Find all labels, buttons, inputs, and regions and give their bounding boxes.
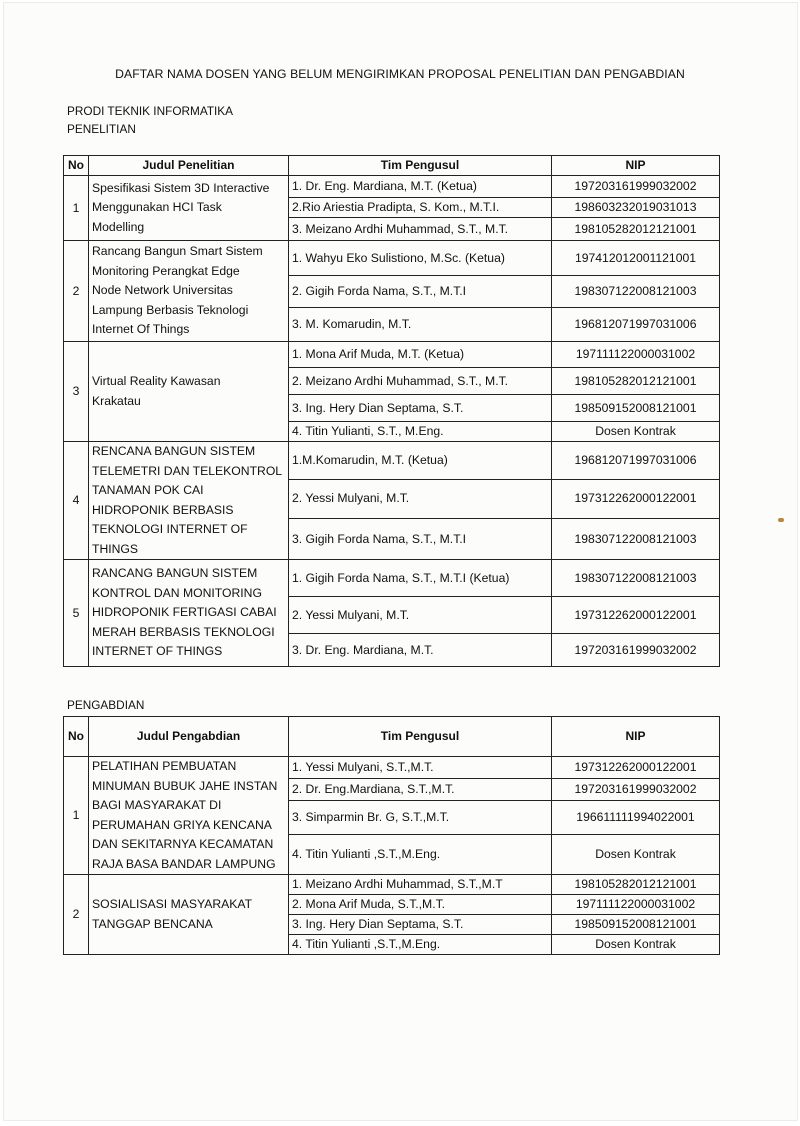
member-name: 2.Rio Ariestia Pradipta, S. Kom., M.T.I. <box>289 198 552 218</box>
member-nip: Dosen Kontrak <box>552 935 720 955</box>
header-tim: Tim Pengusul <box>289 156 552 176</box>
member-nip: 198509152008121001 <box>552 395 720 422</box>
member-name: 2. Gigih Forda Nama, S.T., M.T.I <box>289 276 552 308</box>
judul-line: Menggunakan HCI Task <box>92 200 222 215</box>
judul-line: RENCANA BANGUN SISTEM <box>92 444 256 458</box>
row-number: 1 <box>64 176 89 241</box>
penelitian-table <box>63 155 720 667</box>
judul-cell <box>89 875 289 955</box>
member-nip: 197203161999032002 <box>552 779 720 801</box>
pengabdian-section-label: PENGABDIAN <box>67 698 145 712</box>
judul-line: Node Network Universitas <box>92 283 233 298</box>
member-nip: 198105282012121001 <box>552 368 720 395</box>
member-name: 2. Yessi Mulyani, M.T. <box>289 479 552 519</box>
member-nip: 197111122000031002 <box>552 342 720 368</box>
judul-line: INTERNET OF THINGS <box>92 644 223 659</box>
member-name: 1. Meizano Ardhi Muhammad, S.T.,M.T <box>289 875 552 895</box>
row-number: 4 <box>64 442 89 560</box>
member-nip: 196812071997031006 <box>552 308 720 342</box>
prodi-label: PRODI TEKNIK INFORMATIKA <box>67 104 234 118</box>
judul-line: BAGI MASYARAKAT DI <box>92 798 222 812</box>
judul-cell <box>89 442 289 560</box>
judul-line: Rancang Bangun Smart Sistem <box>92 244 263 259</box>
member-nip: 197203161999032002 <box>552 176 720 198</box>
judul-line: TELEMETRI DAN TELEKONTROL <box>92 463 283 478</box>
judul-line: RANCANG BANGUN SISTEM <box>92 566 258 581</box>
judul-line: MERAH BERBASIS TEKNOLOGI <box>92 624 275 639</box>
member-nip: 197203161999032002 <box>552 634 720 667</box>
judul-line: Krakatau <box>92 393 141 408</box>
paper-speck <box>778 518 784 522</box>
header-nip: NIP <box>552 717 720 757</box>
member-name: 1. Yessi Mulyani, S.T.,M.T. <box>289 757 552 779</box>
row-number: 5 <box>64 560 89 667</box>
member-nip: Dosen Kontrak <box>552 422 720 442</box>
judul-line: TANGGAP BENCANA <box>92 916 213 931</box>
member-nip: 198105282012121001 <box>552 218 720 241</box>
table-row <box>64 176 720 198</box>
member-name: 3. Ing. Hery Dian Septama, S.T. <box>289 915 552 935</box>
member-name: 1.M.Komarudin, M.T. (Ketua) <box>289 442 552 480</box>
judul-line: HIDROPONIK FERTIGASI CABAI <box>92 605 277 620</box>
member-name: 3. Simparmin Br. G, S.T.,M.T. <box>289 801 552 835</box>
row-number: 2 <box>64 241 89 342</box>
member-name: 4. Titin Yulianti ,S.T.,M.Eng. <box>289 835 552 875</box>
member-name: 3. Gigih Forda Nama, S.T., M.T.I <box>289 519 552 560</box>
row-number: 2 <box>64 875 89 955</box>
member-nip: 198307122008121003 <box>552 519 720 560</box>
judul-line: Spesifikasi Sistem 3D Interactive <box>92 180 270 195</box>
member-name: 1. Wahyu Eko Sulistiono, M.Sc. (Ketua) <box>289 241 552 276</box>
judul-cell <box>89 757 289 875</box>
document-title: DAFTAR NAMA DOSEN YANG BELUM MENGIRIMKAN PROPOSAL PENELITIAN DAN PENGABDIAN <box>115 67 685 81</box>
member-nip: 196812071997031006 <box>552 442 720 480</box>
member-name: 2. Mona Arif Muda, S.T.,M.T. <box>289 895 552 915</box>
table-row <box>64 875 720 895</box>
header-no: No <box>64 717 89 757</box>
member-nip: 197312262000122001 <box>552 479 720 519</box>
member-name: 3. Dr. Eng. Mardiana, M.T. <box>289 634 552 667</box>
member-name: 2. Dr. Eng.Mardiana, S.T.,M.T. <box>289 779 552 801</box>
judul-line: TEKNOLOGI INTERNET OF <box>92 522 248 536</box>
row-number: 1 <box>64 757 89 875</box>
header-judul: Judul Pengabdian <box>89 717 289 757</box>
judul-line: Lampung Berbasis Teknologi <box>92 302 249 317</box>
table-row <box>64 442 720 480</box>
header-no: No <box>64 156 89 176</box>
judul-line: Modelling <box>92 219 145 234</box>
table-row <box>64 342 720 368</box>
penelitian-section-label: PENELITIAN <box>67 122 136 136</box>
header-judul: Judul Penelitian <box>89 156 289 176</box>
member-name: 1. Gigih Forda Nama, S.T., M.T.I (Ketua) <box>289 560 552 597</box>
member-nip: 198307122008121003 <box>552 560 720 597</box>
member-name: 2. Meizano Ardhi Muhammad, S.T., M.T. <box>289 368 552 395</box>
judul-line: Virtual Reality Kawasan <box>92 374 221 388</box>
judul-line: KONTROL DAN MONITORING <box>92 585 262 600</box>
member-nip: 197111122000031002 <box>552 895 720 915</box>
member-name: 1. Dr. Eng. Mardiana, M.T. (Ketua) <box>289 176 552 198</box>
member-nip: 196611111994022001 <box>552 801 720 835</box>
judul-line: PERUMAHAN GRIYA KENCANA <box>92 817 272 832</box>
member-name: 3. Ing. Hery Dian Septama, S.T. <box>289 395 552 422</box>
member-nip: 198509152008121001 <box>552 915 720 935</box>
pengabdian-table <box>63 716 720 955</box>
judul-line: PELATIHAN PEMBUATAN <box>92 759 237 773</box>
member-name: 2. Yessi Mulyani, M.T. <box>289 597 552 634</box>
member-name: 4. Titin Yulianti ,S.T.,M.Eng. <box>289 935 552 955</box>
member-nip: 197312262000122001 <box>552 757 720 779</box>
judul-line: Internet Of Things <box>92 322 190 337</box>
table-row <box>64 757 720 779</box>
member-nip: 197412012001121001 <box>552 241 720 276</box>
member-name: 4. Titin Yulianti, S.T., M.Eng. <box>289 422 552 442</box>
member-nip: 198307122008121003 <box>552 276 720 308</box>
table-row <box>64 241 720 276</box>
judul-line: DAN SEKITARNYA KECAMATAN <box>92 837 274 851</box>
member-name: 3. Meizano Ardhi Muhammad, S.T., M.T. <box>289 218 552 241</box>
member-name: 1. Mona Arif Muda, M.T. (Ketua) <box>289 342 552 368</box>
judul-line: TANAMAN POK CAI <box>92 483 204 497</box>
row-number: 3 <box>64 342 89 442</box>
judul-line: RAJA BASA BANDAR LAMPUNG <box>92 856 276 871</box>
judul-line: HIDROPONIK BERBASIS <box>92 502 234 517</box>
judul-cell <box>89 176 289 241</box>
judul-line: MINUMAN BUBUK JAHE INSTAN <box>92 778 278 793</box>
header-tim: Tim Pengusul <box>289 717 552 757</box>
member-nip: 198603232019031013 <box>552 198 720 218</box>
member-name: 3. M. Komarudin, M.T. <box>289 308 552 342</box>
header-nip: NIP <box>552 156 720 176</box>
judul-cell <box>89 560 289 667</box>
judul-line: Monitoring Perangkat Edge <box>92 263 240 278</box>
member-nip: Dosen Kontrak <box>552 835 720 875</box>
judul-line: THINGS <box>92 541 139 556</box>
table-row <box>64 560 720 597</box>
judul-cell <box>89 342 289 442</box>
member-nip: 198105282012121001 <box>552 875 720 895</box>
judul-line: SOSIALISASI MASYARAKAT <box>92 897 253 911</box>
member-nip: 197312262000122001 <box>552 597 720 634</box>
judul-cell <box>89 241 289 342</box>
